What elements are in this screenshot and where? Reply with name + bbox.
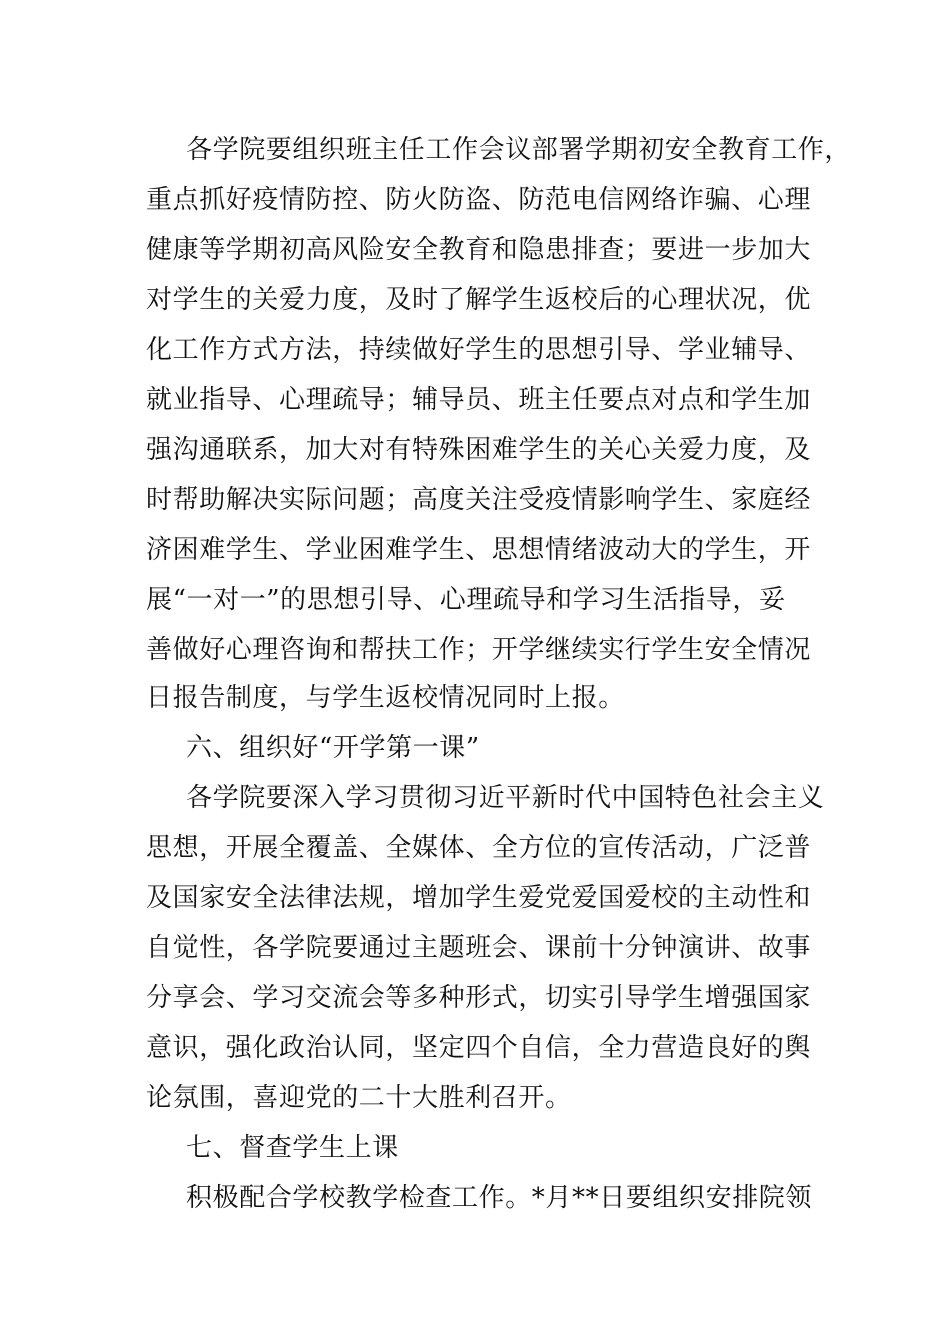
- paragraph-line: 对学生的关爱力度，及时了解学生返校后的心理状况，优: [146, 285, 812, 315]
- paragraph-line: 及国家安全法律法规，增加学生爱党爱国爱校的主动性和: [146, 883, 812, 913]
- paragraph-line: 就业指导、心理疏导；辅导员、班主任要点对点和学生加: [146, 385, 812, 415]
- paragraph-line: 善做好心理咨询和帮扶工作；开学继续实行学生安全情况: [146, 635, 812, 665]
- paragraph-line: 强沟通联系，加大对有特殊困难学生的关心关爱力度，及: [146, 435, 812, 465]
- paragraph-line: 意识，强化政治认同，坚定四个自信，全力营造良好的舆: [146, 1033, 812, 1063]
- paragraph-line: 健康等学期初高风险安全教育和隐患排查；要进一步加大: [146, 235, 812, 265]
- paragraph-line: 日报告制度，与学生返校情况同时上报。: [146, 683, 625, 713]
- paragraph-line: 论氛围，喜迎党的二十大胜利召开。: [146, 1083, 572, 1113]
- paragraph-line: 化工作方式方法，持续做好学生的思想引导、学业辅导、: [146, 335, 812, 365]
- paragraph-line: 时帮助解决实际问题；高度关注受疫情影响学生、家庭经: [146, 485, 812, 515]
- paragraph-line: 分享会、学习交流会等多种形式，切实引导学生增强国家: [146, 983, 812, 1013]
- paragraph-line: 济困难学生、学业困难学生、思想情绪波动大的学生，开: [146, 535, 812, 565]
- paragraph-line: 思想，开展全覆盖、全媒体、全方位的宣传活动，广泛普: [146, 833, 812, 863]
- paragraph-line: 自觉性，各学院要通过主题班会、课前十分钟演讲、故事: [146, 933, 812, 963]
- section-heading-6: 六、组织好“开学第一课”: [186, 733, 480, 763]
- paragraph-line: 各学院要组织班主任工作会议部署学期初安全教育工作，: [186, 135, 852, 165]
- paragraph-line: 展“一对一”的思想引导、心理疏导和学习生活指导，妥: [146, 585, 786, 615]
- paragraph-line: 各学院要深入学习贯彻习近平新时代中国特色社会主义: [186, 783, 825, 813]
- paragraph-line: 积极配合学校教学检查工作。*月**日要组织安排院领: [186, 1183, 813, 1213]
- paragraph-line: 重点抓好疫情防控、防火防盗、防范电信网络诈骗、心理: [146, 185, 812, 215]
- section-heading-7: 七、督查学生上课: [186, 1133, 399, 1163]
